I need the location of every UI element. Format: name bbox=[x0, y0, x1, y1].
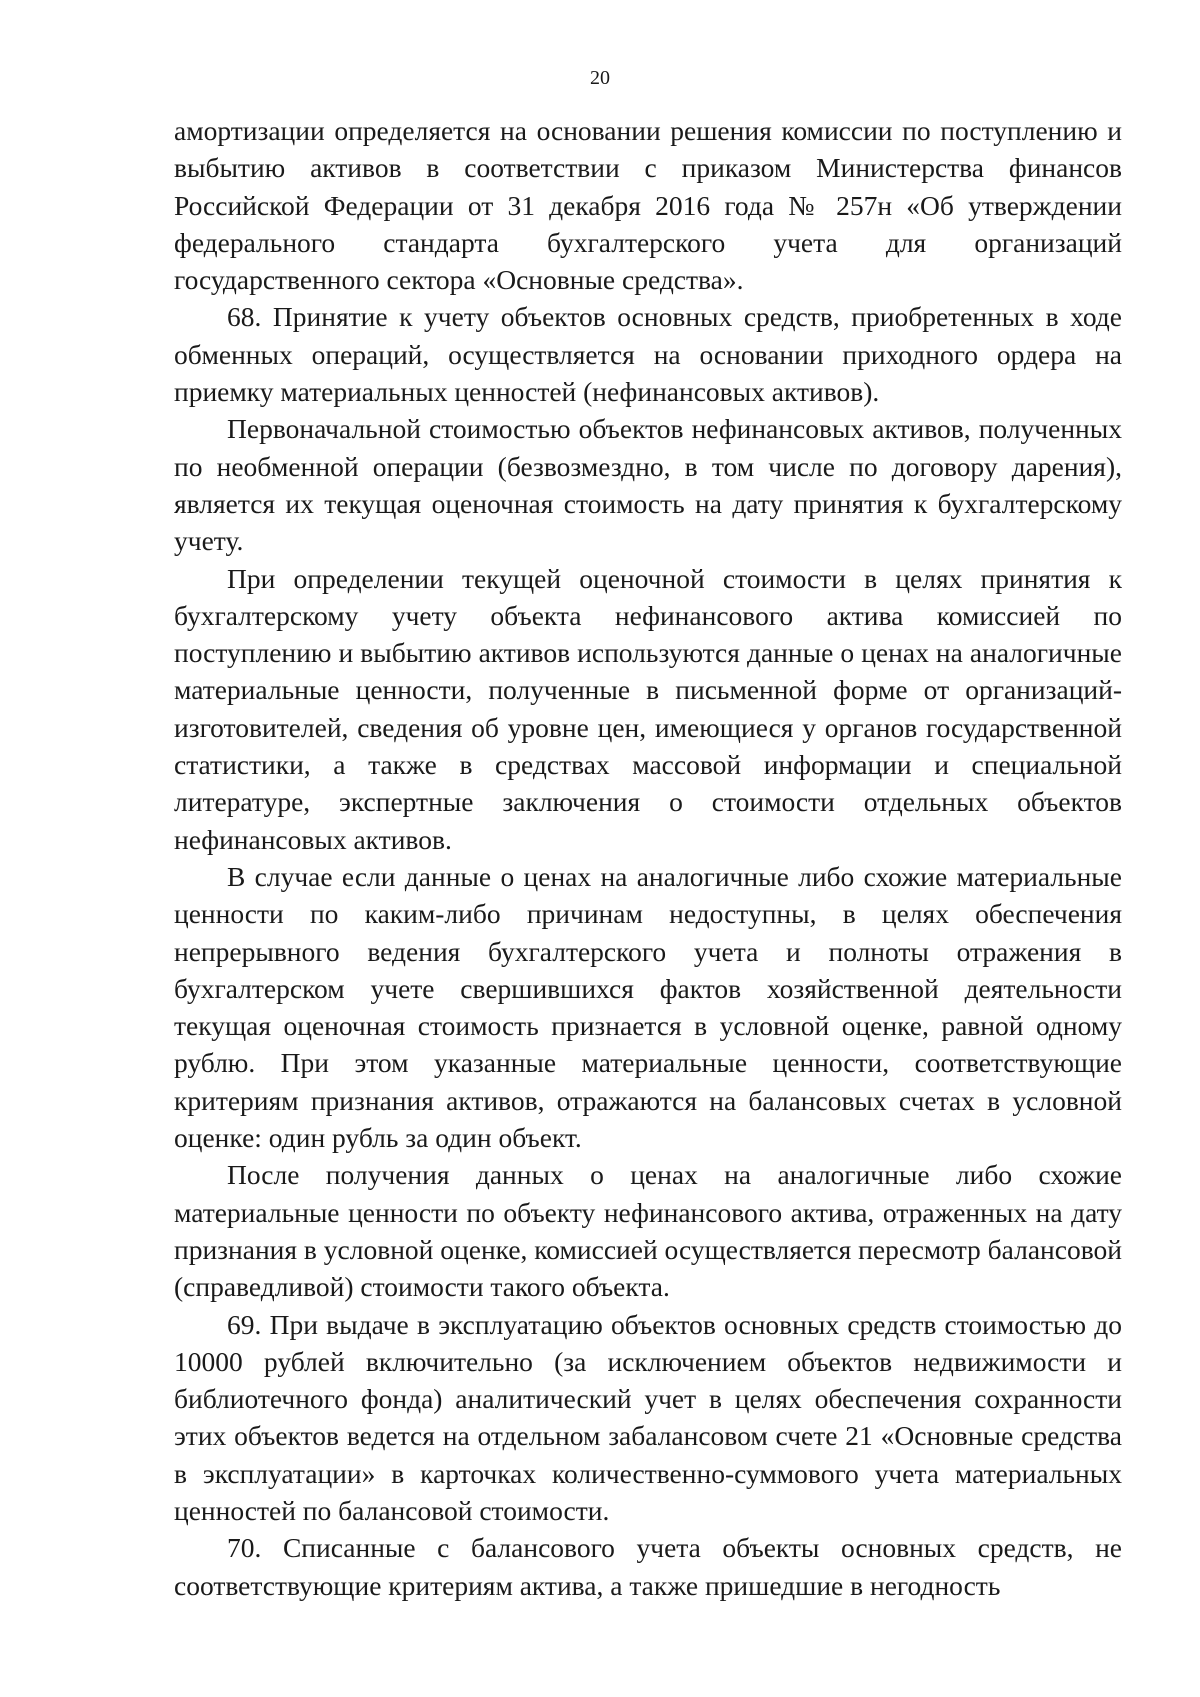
paragraph-revaluation: После получения данных о ценах на аналогичные либо схожие материальные ценности по объекту нефинансового актива, отраженных на дату признания в условной оценке, комиссией осуществляется пересмотр балансовой (справедливой) стоимости такого объекта. bbox=[174, 1159, 1122, 1303]
paragraph-conditional-valuation: В случае если данные о ценах на аналогичные либо схожие материальные ценности по каким-либо причинам недоступны, в целях обеспечения непрерывного ведения бухгалтерского учета и полноты отражения в бухгалтерском учете свершившихся фактов хозяйственной деятельности текущая оценочная стоимость признается в условной оценке, равной одному рублю. При этом указанные материальные ценности, соответствующие критериям признания активов, отражаются на балансовых счетах в условной оценке: один рубль за один объект. bbox=[174, 860, 1122, 1154]
paragraph-70: 70. Списанные с балансового учета объекты основных средств, не соответствующие критериям актива, а также пришедшие в негодность bbox=[174, 1532, 1122, 1601]
paragraph-continuation: амортизации определяется на основании решения комиссии по поступлению и выбытию активов в соответствии с приказом Министерства финансов Российской Федерации от 31 декабря 2016 года № 257н «Об утверждении федерального стандарта бухгалтерского учета для организаций государственного сектора «Основные средства». bbox=[174, 115, 1122, 296]
paragraph-current-valuation: При определении текущей оценочной стоимости в целях принятия к бухгалтерскому учету объекта нефинансового актива комиссией по поступлению и выбытию активов используются данные о ценах на аналогичные материальные ценности, полученные в письменной форме от организаций-изготовителей, сведения об уровне цен, имеющиеся у органов государственной статистики, а также в средствах массовой информации и специальной литературе, экспертные заключения о стоимости отдельных объектов нефинансовых активов. bbox=[174, 562, 1122, 855]
paragraph-initial-cost: Первоначальной стоимостью объектов нефинансовых активов, полученных по необменной операции (безвозмездно, в том числе по договору дарения), является их текущая оценочная стоимость на дату принятия к бухгалтерскому учету. bbox=[174, 413, 1122, 557]
page-number: 20 bbox=[590, 67, 610, 89]
document-body bbox=[174, 112, 1122, 1604]
paragraph-69: 69. При выдаче в эксплуатацию объектов основных средств стоимостью до 10000 рублей включительно (за исключением объектов недвижимости и библиотечного фонда) аналитический учет в целях обеспечения сохранности этих объектов ведется на отдельном забалансовом счете 21 «Основные средства в эксплуатации» в карточках количественно-суммового учета материальных ценностей по балансовой стоимости. bbox=[174, 1308, 1122, 1526]
paragraph-68: 68. Принятие к учету объектов основных средств, приобретенных в ходе обменных операций, осуществляется на основании приходного ордера на приемку материальных ценностей (нефинансовых активов). bbox=[174, 301, 1122, 408]
